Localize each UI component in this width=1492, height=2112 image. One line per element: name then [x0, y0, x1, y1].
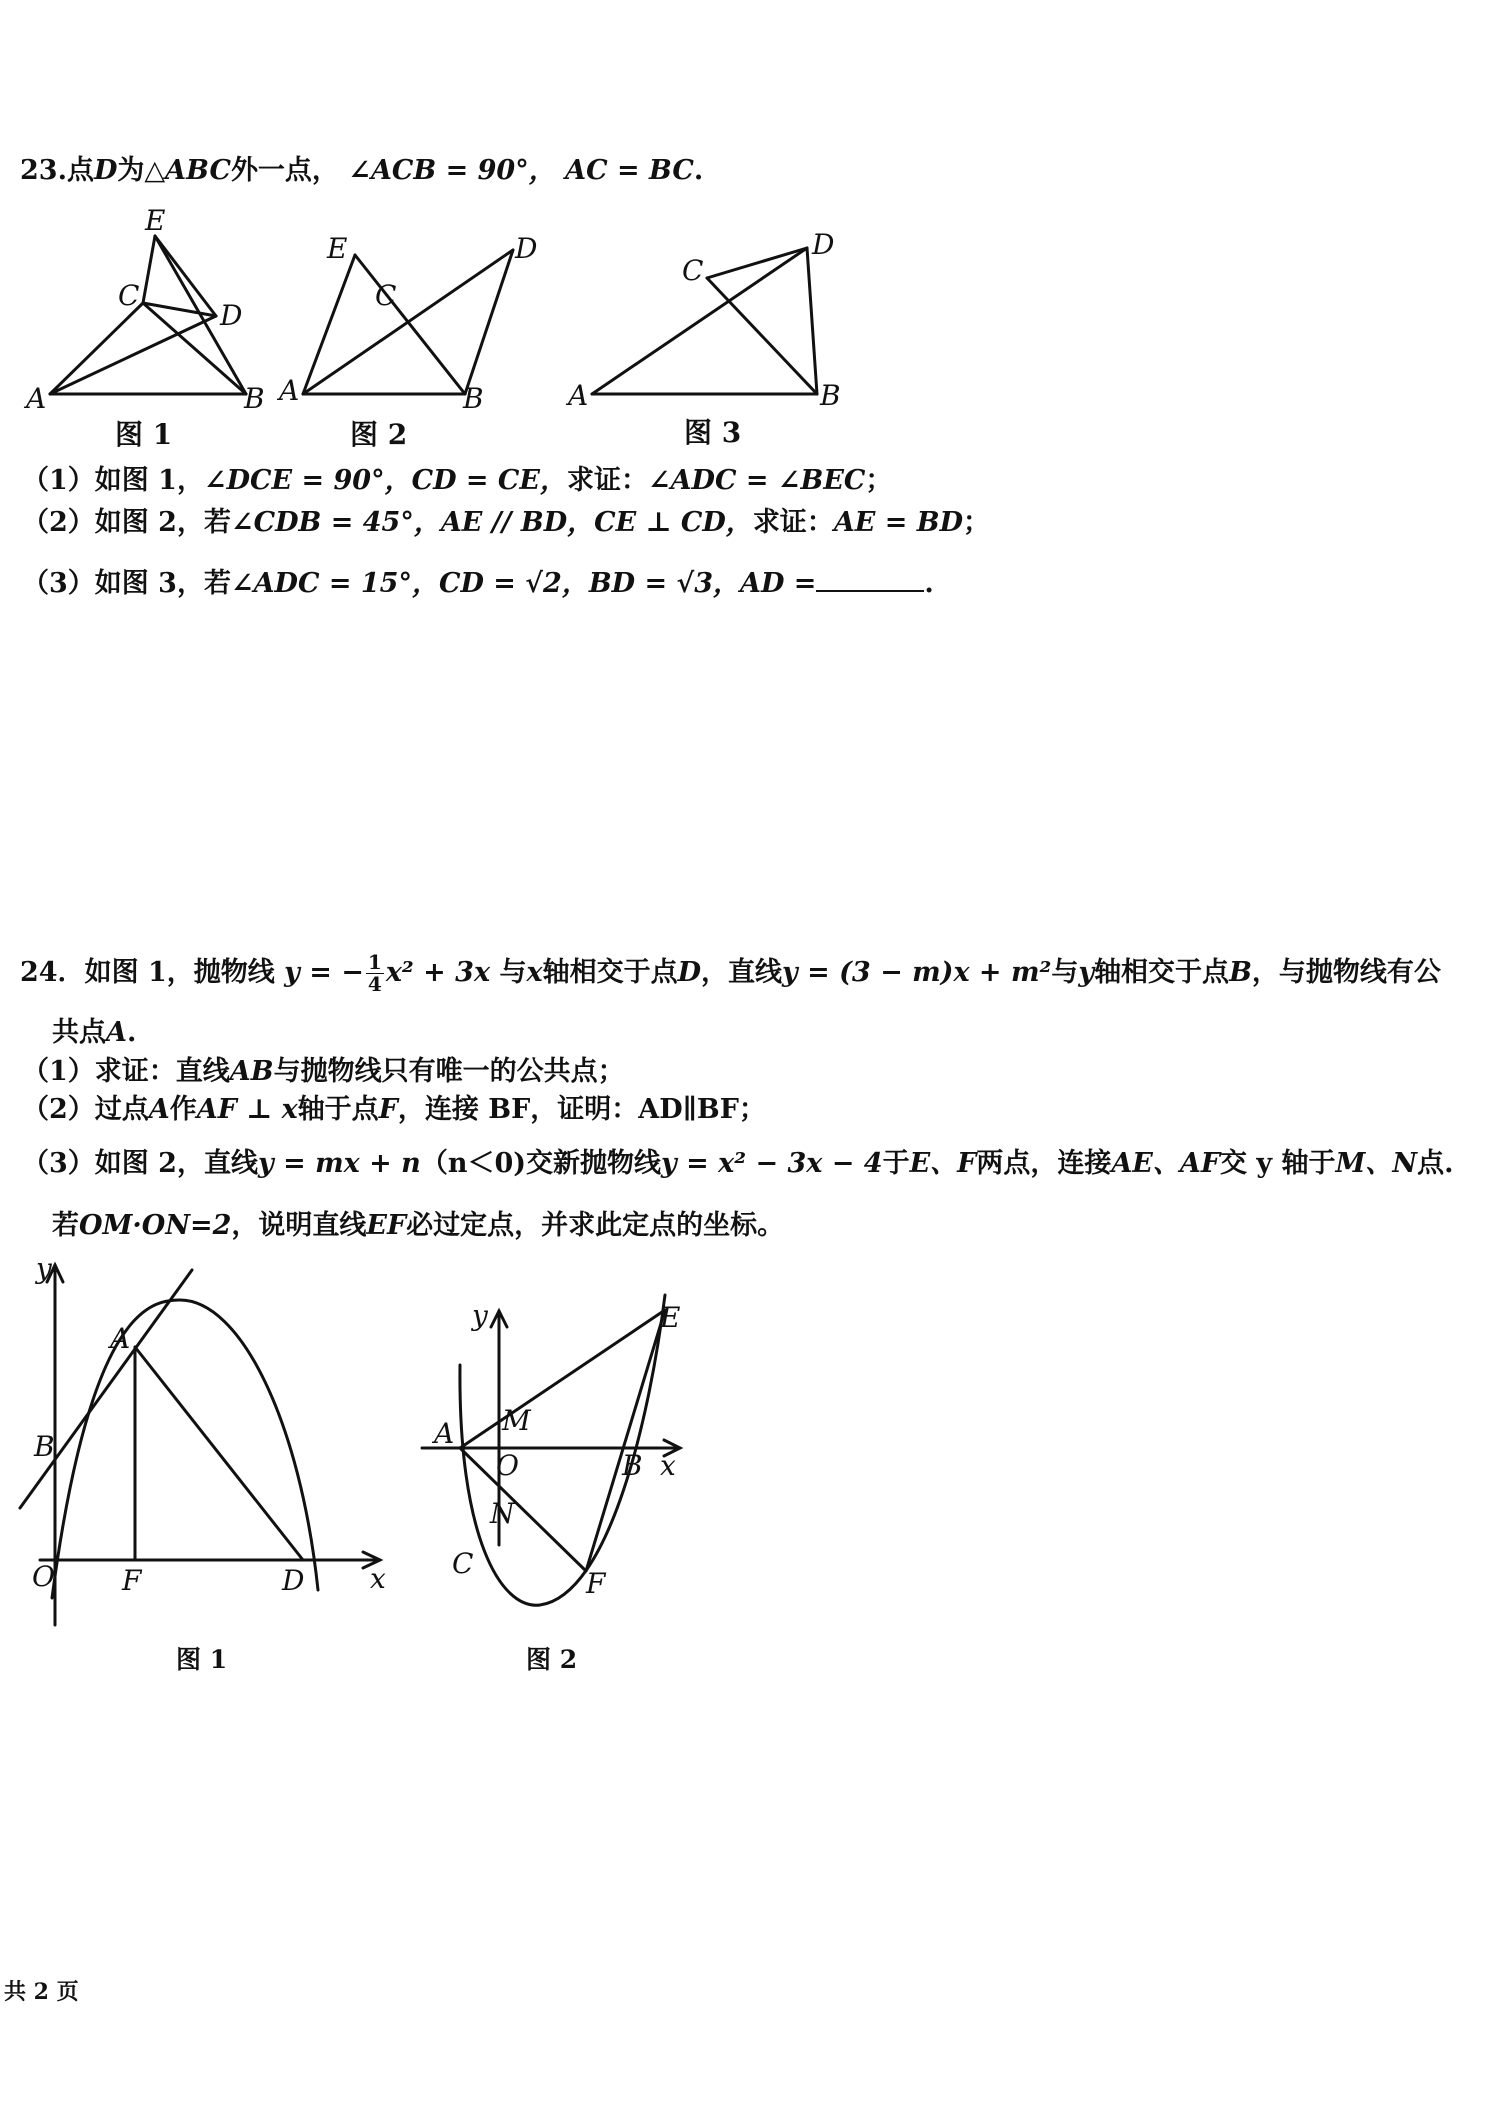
- segment-ce: [143, 236, 155, 303]
- label-d: D: [220, 299, 243, 332]
- q23-part1-ask: 求证：: [566, 465, 648, 496]
- segment-ad: [135, 1347, 303, 1560]
- label-c: C: [118, 279, 140, 312]
- q24-part2-condition: AF ⊥ x: [196, 1094, 298, 1125]
- q23-stem-mid: 为: [117, 155, 145, 186]
- q24-part1-ab: AB: [229, 1056, 274, 1087]
- q23-stem-equal-sides: AC = BC: [565, 155, 694, 186]
- segment-af: [460, 1448, 586, 1571]
- label-b: B: [463, 382, 484, 415]
- label-x: x: [370, 1562, 386, 1595]
- q24-part3b-ef: EF: [366, 1210, 407, 1241]
- q23-stem-prefix: 23.点: [20, 155, 94, 186]
- segment-ad: [303, 250, 513, 394]
- q24-point-d: D: [677, 957, 701, 988]
- label-y: y: [36, 1252, 52, 1285]
- segment-ae: [460, 1310, 665, 1448]
- q24-fraction-denominator: 4: [367, 972, 382, 996]
- q23-figure-2: [275, 200, 555, 420]
- q23-figure-3: [562, 200, 862, 420]
- q24-eq1-left: y = −: [284, 957, 364, 988]
- q24-part3-eq: y = mx + n: [257, 1148, 421, 1179]
- q23-part1-prefix: （1）如图 1，: [22, 465, 204, 496]
- q24-part3b-rest: 必过定点，并求此定点的坐标。: [406, 1210, 785, 1241]
- label-n: N: [490, 1497, 515, 1530]
- q24-part3b-mid: ，说明直线: [231, 1210, 367, 1241]
- q23-part3-answer-blank[interactable]: [816, 566, 924, 592]
- q24-part2-mid: 作: [169, 1094, 197, 1125]
- q24-part2-rest: ，连接 BF，证明：AD∥BF；: [397, 1094, 766, 1125]
- label-c: C: [682, 254, 704, 287]
- q24-part1-prefix: （1）求证：直线: [22, 1056, 230, 1087]
- q23-stem-end: .: [693, 155, 704, 186]
- q23-stem-point-d: D: [93, 155, 118, 186]
- q24-part3-prefix: （3）如图 2，直线: [22, 1148, 258, 1179]
- q24-x-var: x: [526, 957, 543, 988]
- q24-figure-1-caption: 图 1: [176, 1645, 228, 1674]
- q23-part-3: [22, 566, 934, 600]
- q24-figure-2-caption: 图 2: [526, 1645, 578, 1674]
- label-d: D: [812, 228, 835, 261]
- label-a: A: [568, 379, 589, 412]
- q23-part2-ask: 求证：: [752, 507, 834, 538]
- q24-part3-ef: E、F: [909, 1148, 977, 1179]
- q24-part3-mid3: 交 y 轴于: [1220, 1148, 1336, 1179]
- q23-part1-condition: ∠DCE = 90°，CD = CE，: [203, 465, 567, 496]
- q24-figure-1: [0, 1250, 400, 1635]
- q24-part-2: [22, 1094, 766, 1126]
- q24-line-2: [52, 1017, 136, 1049]
- q24-part2-f: F: [378, 1094, 398, 1125]
- q24-part2-prefix: （2）过点: [22, 1094, 149, 1125]
- label-a: A: [26, 382, 47, 415]
- label-b: B: [622, 1449, 643, 1482]
- q23-stem-triangle: △ABC: [144, 155, 231, 186]
- label-y: y: [472, 1299, 488, 1332]
- q23-part3-condition: ∠ADC = 15°，CD = √2，BD = √3，AD =: [230, 568, 817, 599]
- label-b: B: [34, 1430, 55, 1463]
- q23-stem: [20, 155, 703, 187]
- q24-part3-mid: 于: [882, 1148, 910, 1179]
- segment-ed: [155, 236, 216, 316]
- q23-part2-end: ；: [963, 507, 990, 538]
- label-a: A: [434, 1417, 455, 1450]
- label-d: D: [515, 232, 538, 265]
- q24-part3b-prefix: 若: [52, 1210, 79, 1241]
- parabola: [52, 1300, 318, 1598]
- label-o: O: [32, 1560, 55, 1593]
- q24-y-var: y: [1078, 957, 1095, 988]
- label-c: C: [375, 279, 397, 312]
- label-f: F: [586, 1567, 606, 1600]
- q24-part3-end: 点.: [1417, 1148, 1454, 1179]
- label-x: x: [660, 1449, 676, 1482]
- label-f: F: [122, 1564, 142, 1597]
- q24-line1-d: ，直线: [701, 957, 782, 988]
- q24-part3-eq2: y = x² − 3x − 4: [661, 1148, 883, 1179]
- label-a: A: [110, 1322, 131, 1355]
- label-c: C: [452, 1547, 474, 1580]
- q24-line1-b: 与: [499, 957, 527, 988]
- q24-line1-c: 轴相交于点: [542, 957, 678, 988]
- label-b: B: [820, 379, 841, 412]
- q23-part2-prefix: （2）如图 2，若: [22, 507, 231, 538]
- q23-part2-goal: AE = BD: [833, 507, 963, 538]
- q24-line1-e: 与: [1051, 957, 1079, 988]
- q24-part3-condition: （n＜0)交新抛物线: [420, 1148, 662, 1179]
- segment-db: [465, 250, 513, 394]
- q23-part-1: [22, 465, 892, 497]
- label-e: E: [660, 1301, 681, 1334]
- q23-part1-goal: ∠ADC = ∠BEC: [647, 465, 866, 496]
- q24-line1-f: 轴相交于点: [1094, 957, 1230, 988]
- label-e: E: [145, 204, 166, 237]
- segment-ae: [303, 255, 355, 394]
- q24-part-3: [22, 1148, 1453, 1180]
- q23-stem-rest: 外一点，: [230, 155, 339, 186]
- q24-part2-mid2: 轴于点: [297, 1094, 379, 1125]
- segment-cd: [707, 248, 807, 278]
- q23-part1-end: ；: [865, 465, 893, 496]
- q23-figure-3-caption: 图 3: [684, 416, 742, 449]
- q24-part3b-condition: OM·ON=2: [79, 1210, 232, 1241]
- q23-part-2: [22, 507, 990, 539]
- label-b: B: [244, 382, 265, 415]
- q24-eq2: y = (3 − m)x + m²: [782, 957, 1052, 988]
- q24-point-a: A: [106, 1017, 127, 1048]
- label-d: D: [282, 1564, 305, 1597]
- label-m: M: [502, 1404, 531, 1437]
- segment-ad: [50, 316, 216, 394]
- segment-cb: [707, 278, 817, 394]
- segment-eb: [355, 255, 465, 394]
- q23-figure-1: [20, 200, 280, 420]
- q24-part-1: [22, 1056, 625, 1088]
- q24-part-3b: [52, 1210, 784, 1242]
- q23-stem-angle-condition: ∠ACB = 90°，: [348, 155, 556, 186]
- q24-part1-rest: 与抛物线只有唯一的公共点；: [273, 1056, 625, 1087]
- page-count-footer: 共 2 页: [4, 1979, 79, 2005]
- tangent-line: [20, 1270, 192, 1508]
- q23-part3-prefix: （3）如图 3，若: [22, 568, 231, 599]
- label-o: O: [496, 1449, 519, 1482]
- q23-part2-condition: ∠CDB = 45°，AE // BD，CE ⊥ CD，: [230, 507, 753, 538]
- q24-line-1: [20, 952, 1441, 995]
- segment-db: [807, 248, 817, 394]
- segment-ac: [50, 303, 143, 394]
- q24-figure-2: [410, 1275, 730, 1620]
- q23-figure-1-caption: 图 1: [115, 418, 173, 451]
- q24-part3-ae-af: AE、AF: [1111, 1148, 1220, 1179]
- label-a: A: [279, 374, 300, 407]
- label-e: E: [327, 232, 348, 265]
- q24-line2-b: .: [126, 1017, 137, 1048]
- q24-part3-mn: M、N: [1335, 1148, 1418, 1179]
- q24-eq1-right: x² + 3x: [385, 957, 491, 988]
- segment-ef: [586, 1310, 665, 1571]
- q24-line1-a: 24．如图 1，抛物线: [20, 957, 275, 988]
- q24-part2-a: A: [148, 1094, 170, 1125]
- q24-part3-mid2: 两点，连接: [976, 1148, 1112, 1179]
- q24-line1-g: ，与抛物线有公: [1251, 957, 1441, 988]
- q23-part3-end: .: [924, 568, 934, 599]
- q24-line2-a: 共点: [52, 1017, 106, 1048]
- q24-fraction: [366, 952, 384, 995]
- q23-figure-2-caption: 图 2: [350, 418, 408, 451]
- q24-point-b: B: [1229, 957, 1252, 988]
- q24-fraction-numerator: 1: [367, 950, 382, 974]
